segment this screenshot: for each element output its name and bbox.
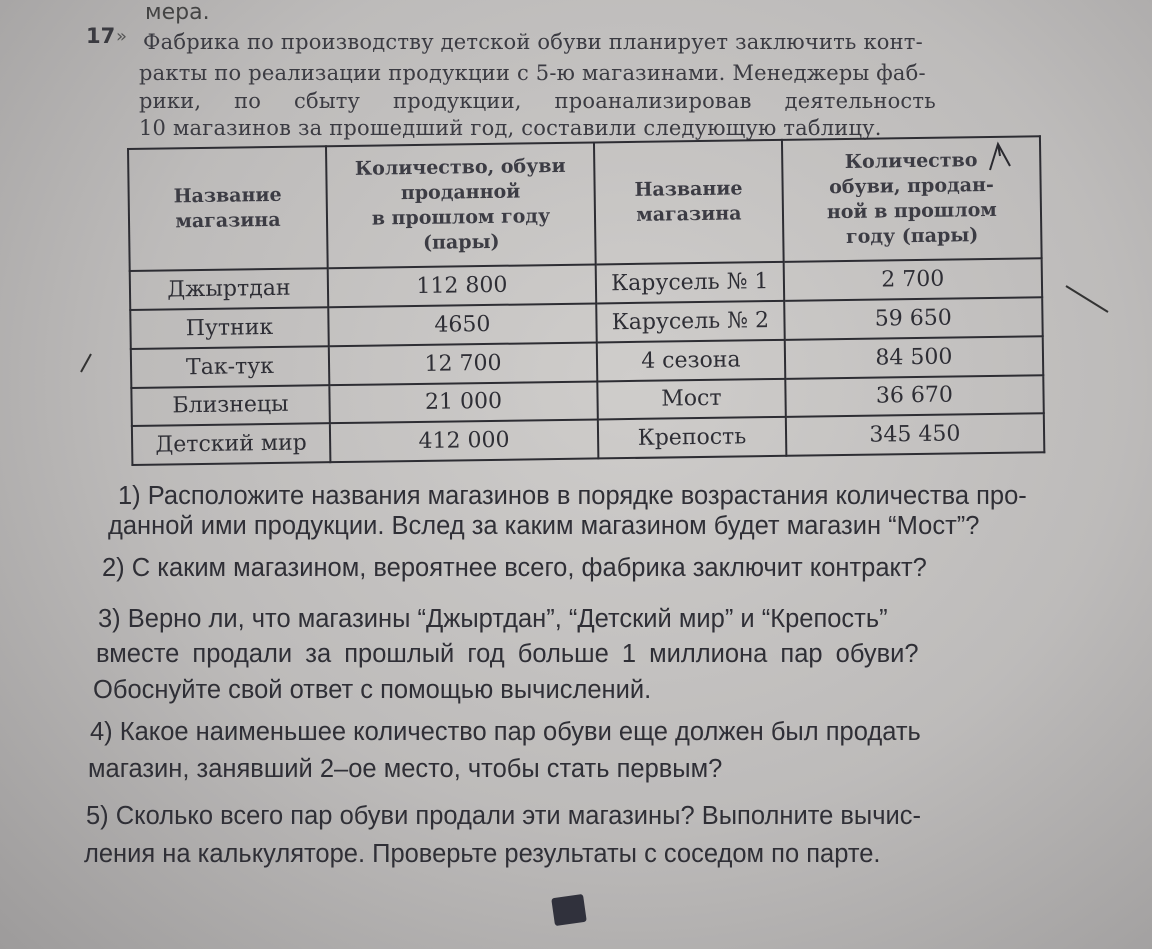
pencil-slash-icon	[78, 352, 94, 374]
pairs-sold: 345 450	[786, 413, 1045, 455]
shop-name: Крепость	[598, 417, 786, 458]
question-1-line-1: 1) Расположите названия магазинов в порядке возрастания количества про-	[118, 482, 1027, 510]
question-5-line-2: ления на калькуляторе. Проверьте результаты с соседом по парте.	[84, 840, 881, 868]
header-shop-name-1: Название магазина	[128, 146, 328, 271]
pairs-sold: 84 500	[784, 336, 1043, 378]
header-pairs-sold-1: Количество, обуви проданной в прошлом году (пары)	[326, 142, 596, 268]
pencil-corner-mark-icon	[986, 140, 1014, 174]
question-4-line-1: 4) Какое наименьшее количество пар обуви еще должен был продать	[90, 718, 921, 746]
task-arrow-icon: »	[116, 26, 128, 47]
shop-name: Так-тук	[131, 346, 329, 387]
question-1-line-2: данной ими продукции. Вслед за каким магазином будет магазин “Мост”?	[108, 512, 980, 540]
question-3-line-1: 3) Верно ли, что магазины “Джыртдан”, “Детский мир” и “Крепость”	[98, 605, 888, 633]
shop-name: Путник	[130, 307, 328, 348]
shop-name: Карусель № 2	[596, 301, 784, 342]
pairs-sold: 412 000	[330, 420, 599, 462]
task-number: 17	[86, 24, 116, 48]
intro-line-2: ракты по реализации продукции с 5-ю магазинами. Менеджеры фаб-	[139, 61, 926, 85]
shop-name: Детский мир	[132, 423, 330, 465]
table-header-row	[128, 136, 1042, 271]
pairs-sold: 36 670	[785, 375, 1044, 417]
pairs-sold: 21 000	[329, 381, 598, 423]
pairs-sold: 4650	[328, 304, 597, 346]
intro-line-4: 10 магазинов за прошедший год, составили следующую таблицу.	[139, 116, 882, 140]
intro-line-3: рики, по сбыту продукции, проанализировав деятельность	[139, 89, 936, 113]
intro-line-1: Фабрика по производству детской обуви планирует заключить конт-	[143, 30, 923, 54]
header-shop-name-2: Название магазина	[594, 140, 783, 265]
question-3-line-2: вместе продали за прошлый год больше 1 миллиона пар обуви?	[96, 640, 919, 668]
question-5-line-1: 5) Сколько всего пар обуви продали эти магазины? Выполните вычис-	[86, 802, 922, 830]
pairs-sold: 12 700	[329, 342, 598, 384]
previous-text-fragment: мера.	[145, 0, 210, 25]
ink-blot-icon	[551, 894, 587, 926]
shop-name: 4 сезона	[597, 340, 785, 381]
pairs-sold: 2 700	[783, 259, 1042, 301]
shop-name: Карусель № 1	[596, 262, 784, 303]
pencil-tick-icon	[1064, 282, 1110, 316]
question-2: 2) С каким магазином, вероятнее всего, фабрика заключит контракт?	[102, 554, 927, 582]
question-3-line-3: Обоснуйте свой ответ с помощью вычислений.	[93, 676, 652, 704]
pairs-sold: 59 650	[784, 297, 1043, 339]
question-4-line-2: магазин, занявший 2–ое место, чтобы стать первым?	[88, 755, 723, 783]
shop-name: Джыртдан	[130, 269, 328, 310]
shops-sales-table	[127, 135, 1045, 466]
header-pairs-sold-2: Количество обуви, продан- ной в прошлом году (пары)	[782, 136, 1042, 262]
shop-name: Близнецы	[131, 385, 329, 426]
shop-name: Мост	[597, 378, 785, 419]
pairs-sold: 112 800	[328, 265, 597, 307]
